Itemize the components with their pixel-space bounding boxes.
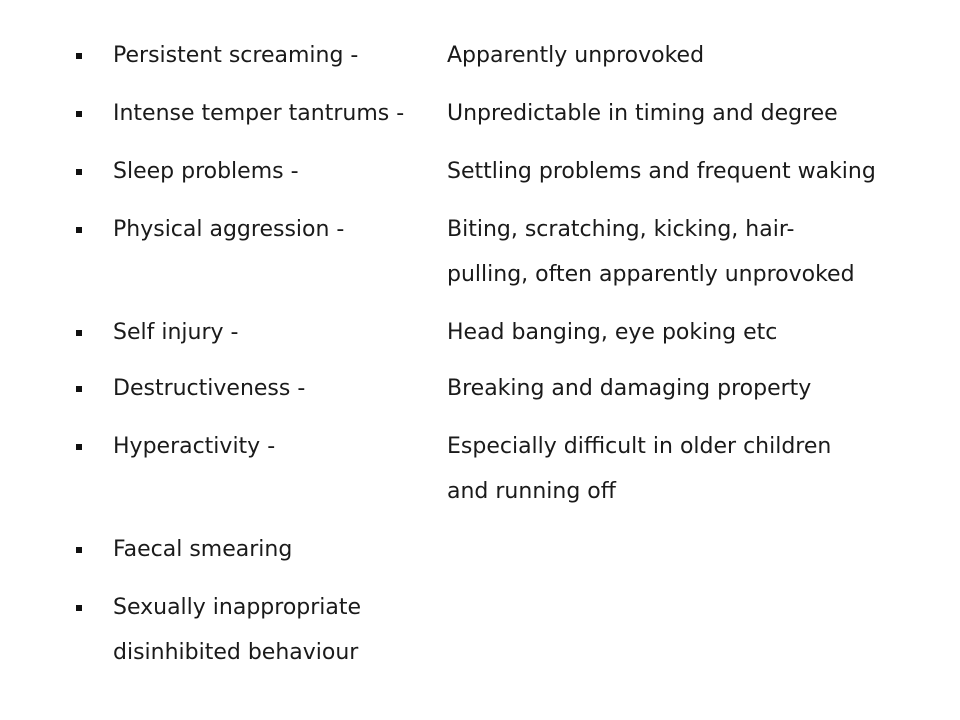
item-term: Sleep problems - [113,159,299,184]
item-term: Physical aggression - [113,217,345,242]
item-term: Sexually inappropriate disinhibited behaviour [113,595,362,665]
square-bullet-icon [76,444,82,450]
item-term: Faecal smearing [113,537,293,562]
item-term: Destructiveness - [113,376,306,401]
item-description: Especially difficult in older children and running off [447,434,832,504]
item-description: Breaking and damaging property [447,376,812,401]
square-bullet-icon [76,605,82,611]
square-bullet-icon [76,111,82,117]
item-term: Intense temper tantrums - [113,101,405,126]
item-term: Hyperactivity - [113,434,276,459]
item-description: Unpredictable in timing and degree [447,101,838,126]
square-bullet-icon [76,53,82,59]
item-description: Settling problems and frequent waking [447,159,876,184]
square-bullet-icon [76,330,82,336]
square-bullet-icon [76,547,82,553]
item-term: Self injury - [113,320,239,345]
item-description: Biting, scratching, kicking, hair- pulling, often apparently unprovoked [447,217,855,287]
item-description: Head banging, eye poking etc [447,320,778,345]
item-term: Persistent screaming - [113,43,359,68]
square-bullet-icon [76,169,82,175]
square-bullet-icon [76,227,82,233]
square-bullet-icon [76,386,82,392]
item-description: Apparently unprovoked [447,43,705,68]
